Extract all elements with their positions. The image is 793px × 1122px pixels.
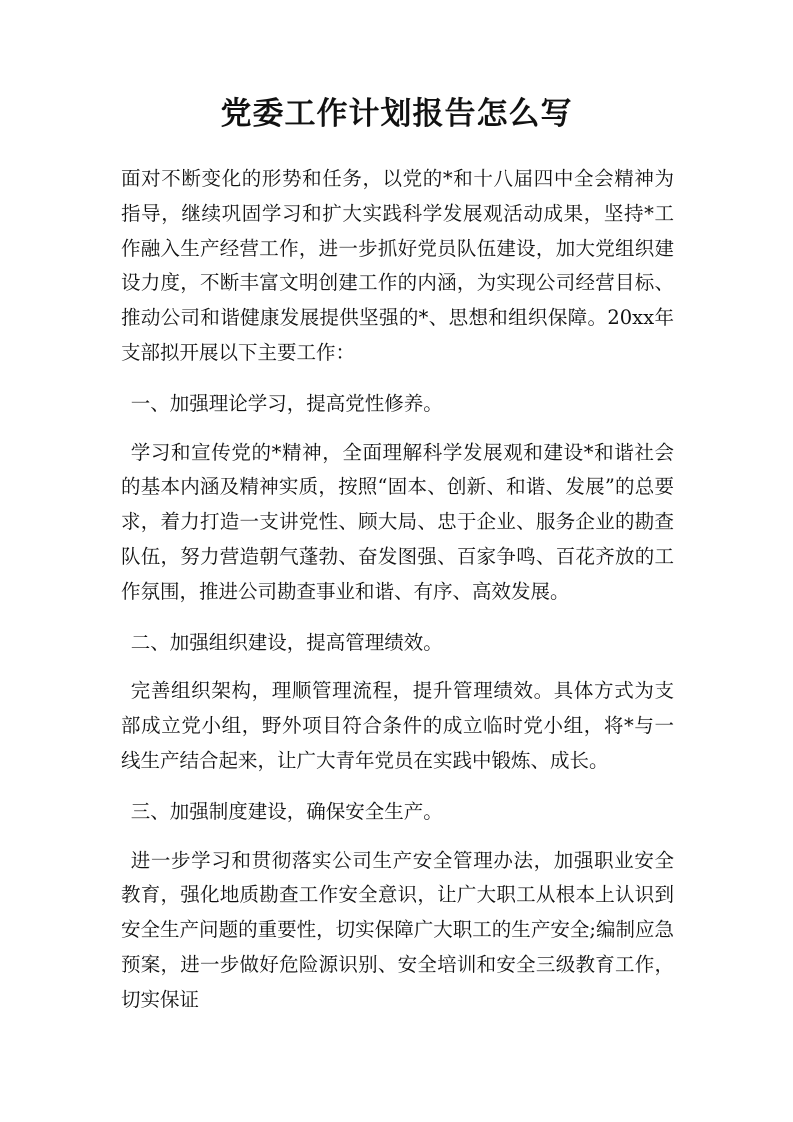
section-1-paragraph: 学习和宣传党的*精神，全面理解科学发展观和建设*和谐社会的基本内涵及精神实质，按照“固本、创新、和谐、发展”的总要求，着力打造一支讲党性、顾大局、忠于企业、服务企业的勘查队伍，努力营造朝气蓬勃、奋发图强、百家争鸣、百花齐放的工作氛围，推进公司勘查事业和谐、有序、高效发展。 xyxy=(121,440,674,603)
document-body xyxy=(121,162,674,1018)
section-2-paragraph: 完善组织架构，理顺管理流程，提升管理绩效。具体方式为支部成立党小组，野外项目符合条件的成立临时党小组，将*与一线生产结合起来，让广大青年党员在实践中锻炼、成长。 xyxy=(121,679,674,772)
document-title: 党委工作计划报告怎么写 xyxy=(220,96,573,132)
section-2-heading: 二、加强组织建设，提高管理绩效。 xyxy=(130,630,443,654)
section-1-heading: 一、加强理论学习，提高党性修养。 xyxy=(130,391,443,415)
intro-paragraph: 面对不断变化的形势和任务，以党的*和十八届四中全会精神为指导，继续巩固学习和扩大实践科学发展观活动成果，坚持*工作融入生产经营工作，进一步抓好党员队伍建设，加大党组织建设力度，不断丰富文明创建工作的内涵，为实现公司经营目标、推动公司和谐健康发展提供坚强的*、思想和组织保障。20xx年支部拟开展以下主要工作： xyxy=(121,167,674,364)
section-3-paragraph: 进一步学习和贯彻落实公司生产安全管理办法，加强职业安全教育，强化地质勘查工作安全意识，让广大职工从根本上认识到安全生产问题的重要性，切实保障广大职工的生产安全;编制应急预案，进一步做好危险源识别、安全培训和安全三级教育工作，切实保证 xyxy=(121,848,674,1011)
section-3-heading: 三、加强制度建设，确保安全生产。 xyxy=(130,799,443,823)
